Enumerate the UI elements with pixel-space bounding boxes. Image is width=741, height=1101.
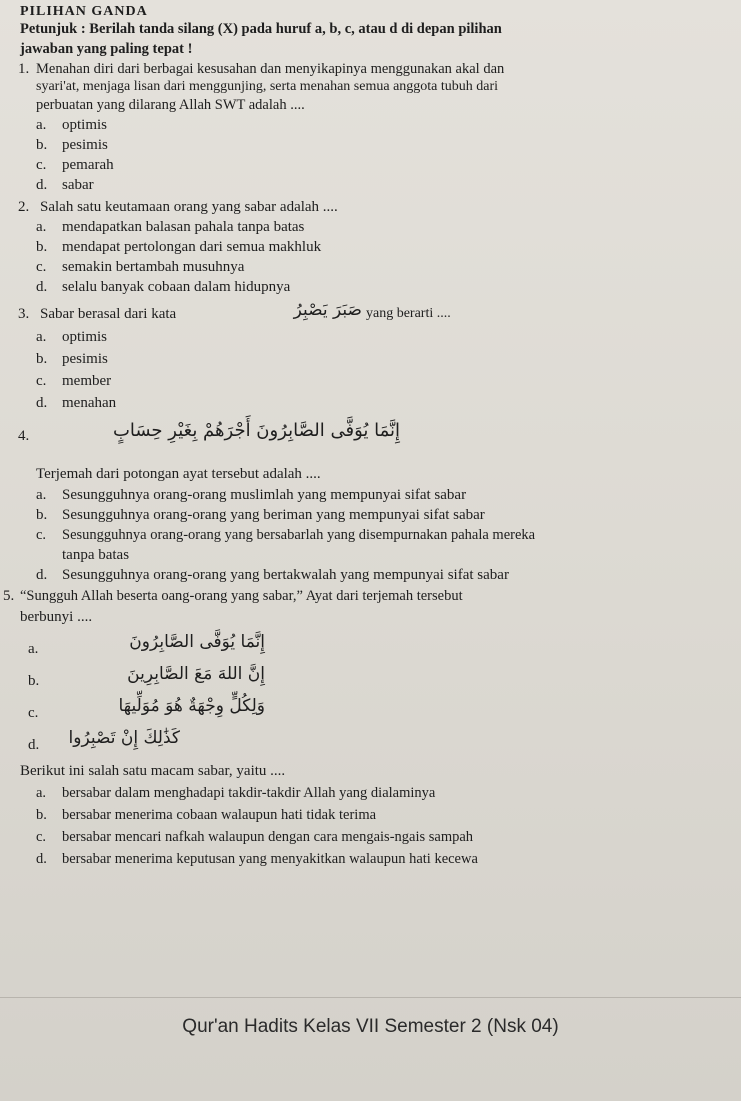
q1-stem-1: Menahan diri dari berbagai kesusahan dan menyikapinya menggunakan akal dan xyxy=(36,61,505,77)
q5-option-b-arabic: إِنَّ اللهَ مَعَ الصَّابِرِينَ xyxy=(127,664,265,684)
q5-option-b[interactable]: b. xyxy=(28,673,40,689)
q1-option-b[interactable]: b. pesimis xyxy=(36,137,108,153)
q3-number: 3. xyxy=(18,306,30,322)
q2-number: 2. xyxy=(18,199,30,215)
q3-stem-post: yang berarti .... xyxy=(366,306,451,321)
q3-arabic-word: صَبَرَ يَصْبِرُ xyxy=(293,300,362,320)
q6-option-d[interactable]: d. bersabar menerima keputusan yang menyakitkan walaupun hati kecewa xyxy=(36,851,478,867)
q5-option-d[interactable]: d. xyxy=(28,737,40,753)
footer-label: Qur'an Hadits Kelas VII Semester 2 (Nsk 04) xyxy=(182,1016,559,1037)
q1-option-c[interactable]: c. pemarah xyxy=(36,157,114,173)
q6-option-c[interactable]: c. bersabar mencari nafkah walaupun dengan cara mengais-ngais sampah xyxy=(36,829,474,845)
q5-number: 5. xyxy=(3,588,15,604)
q6-option-a[interactable]: a. bersabar dalam menghadapi takdir-takdir Allah yang dialaminya xyxy=(36,785,436,801)
q4-option-b[interactable]: b. Sesungguhnya orang-orang yang beriman yang mempunyai sifat sabar xyxy=(36,507,485,523)
q3-option-b[interactable]: b. pesimis xyxy=(36,351,108,367)
footer-divider xyxy=(0,997,741,998)
section-title: PILIHAN GANDA xyxy=(20,4,148,19)
q6-stem: Berikut ini salah satu macam sabar, yaitu .... xyxy=(20,763,286,779)
q1-option-d[interactable]: d. sabar xyxy=(36,177,94,193)
q3-option-d[interactable]: d. menahan xyxy=(36,395,117,411)
q5-option-a[interactable]: a. xyxy=(28,641,39,657)
q2-option-b[interactable]: b. mendapat pertolongan dari semua makhluk xyxy=(36,239,322,255)
q2-option-c[interactable]: c. semakin bertambah musuhnya xyxy=(36,259,245,275)
q4-option-c-continuation: tanpa batas xyxy=(62,547,130,563)
q4-option-d[interactable]: d. Sesungguhnya orang-orang yang bertakwalah yang mempunyai sifat sabar xyxy=(36,567,509,583)
q3-option-a[interactable]: a. optimis xyxy=(36,329,108,345)
q2-option-a[interactable]: a. mendapatkan balasan pahala tanpa batas xyxy=(36,219,305,235)
q5-stem-2: berbunyi .... xyxy=(20,609,93,625)
q1-number: 1. xyxy=(18,61,30,77)
instruction-line-1: Petunjuk : Berilah tanda silang (X) pada huruf a, b, c, atau d di depan pilihan xyxy=(20,21,502,37)
q5-option-c-arabic: وَلِكُلٍّ وِجْهَةٌ هُوَ مُوَلِّيهَا xyxy=(118,696,265,716)
q6-option-b[interactable]: b. bersabar menerima cobaan walaupun hati tidak terima xyxy=(36,807,377,823)
q3-option-c[interactable]: c. member xyxy=(36,373,112,389)
q3-stem-pre: Sabar berasal dari kata xyxy=(40,306,177,322)
q5-stem-1: “Sungguh Allah beserta oang-orang yang sabar,” Ayat dari terjemah tersebut xyxy=(20,588,463,604)
q4-stem: Terjemah dari potongan ayat tersebut adalah .... xyxy=(36,466,321,482)
q1-stem-2: syari'at, menjaga lisan dari menggunjing, serta menahan semua anggota tubuh dari xyxy=(36,79,499,94)
q2-option-d[interactable]: d. selalu banyak cobaan dalam hidupnya xyxy=(36,279,291,295)
q4-arabic-verse: إِنَّمَا يُوَفَّى الصَّابِرُونَ أَجْرَهُمْ بِغَيْرِ حِسَابٍ xyxy=(112,420,400,441)
instruction-line-2: jawaban yang paling tepat ! xyxy=(20,41,193,57)
q5-option-d-arabic: كَذَٰلِكَ إِنْ تَصْبِرُوا xyxy=(68,728,180,748)
q4-option-c[interactable]: c. Sesungguhnya orang-orang yang bersabarlah yang disempurnakan pahala mereka xyxy=(36,527,536,543)
q4-option-a[interactable]: a. Sesungguhnya orang-orang muslimlah yang mempunyai sifat sabar xyxy=(36,487,467,503)
q1-option-a[interactable]: a. optimis xyxy=(36,117,108,133)
q5-option-a-arabic: إِنَّمَا يُوَفَّى الصَّابِرُونَ xyxy=(129,632,265,652)
q2-stem: Salah satu keutamaan orang yang sabar adalah .... xyxy=(40,199,338,215)
q1-stem-3: perbuatan yang dilarang Allah SWT adalah .... xyxy=(36,97,305,113)
q5-option-c[interactable]: c. xyxy=(28,705,39,721)
q4-number: 4. xyxy=(18,428,30,444)
